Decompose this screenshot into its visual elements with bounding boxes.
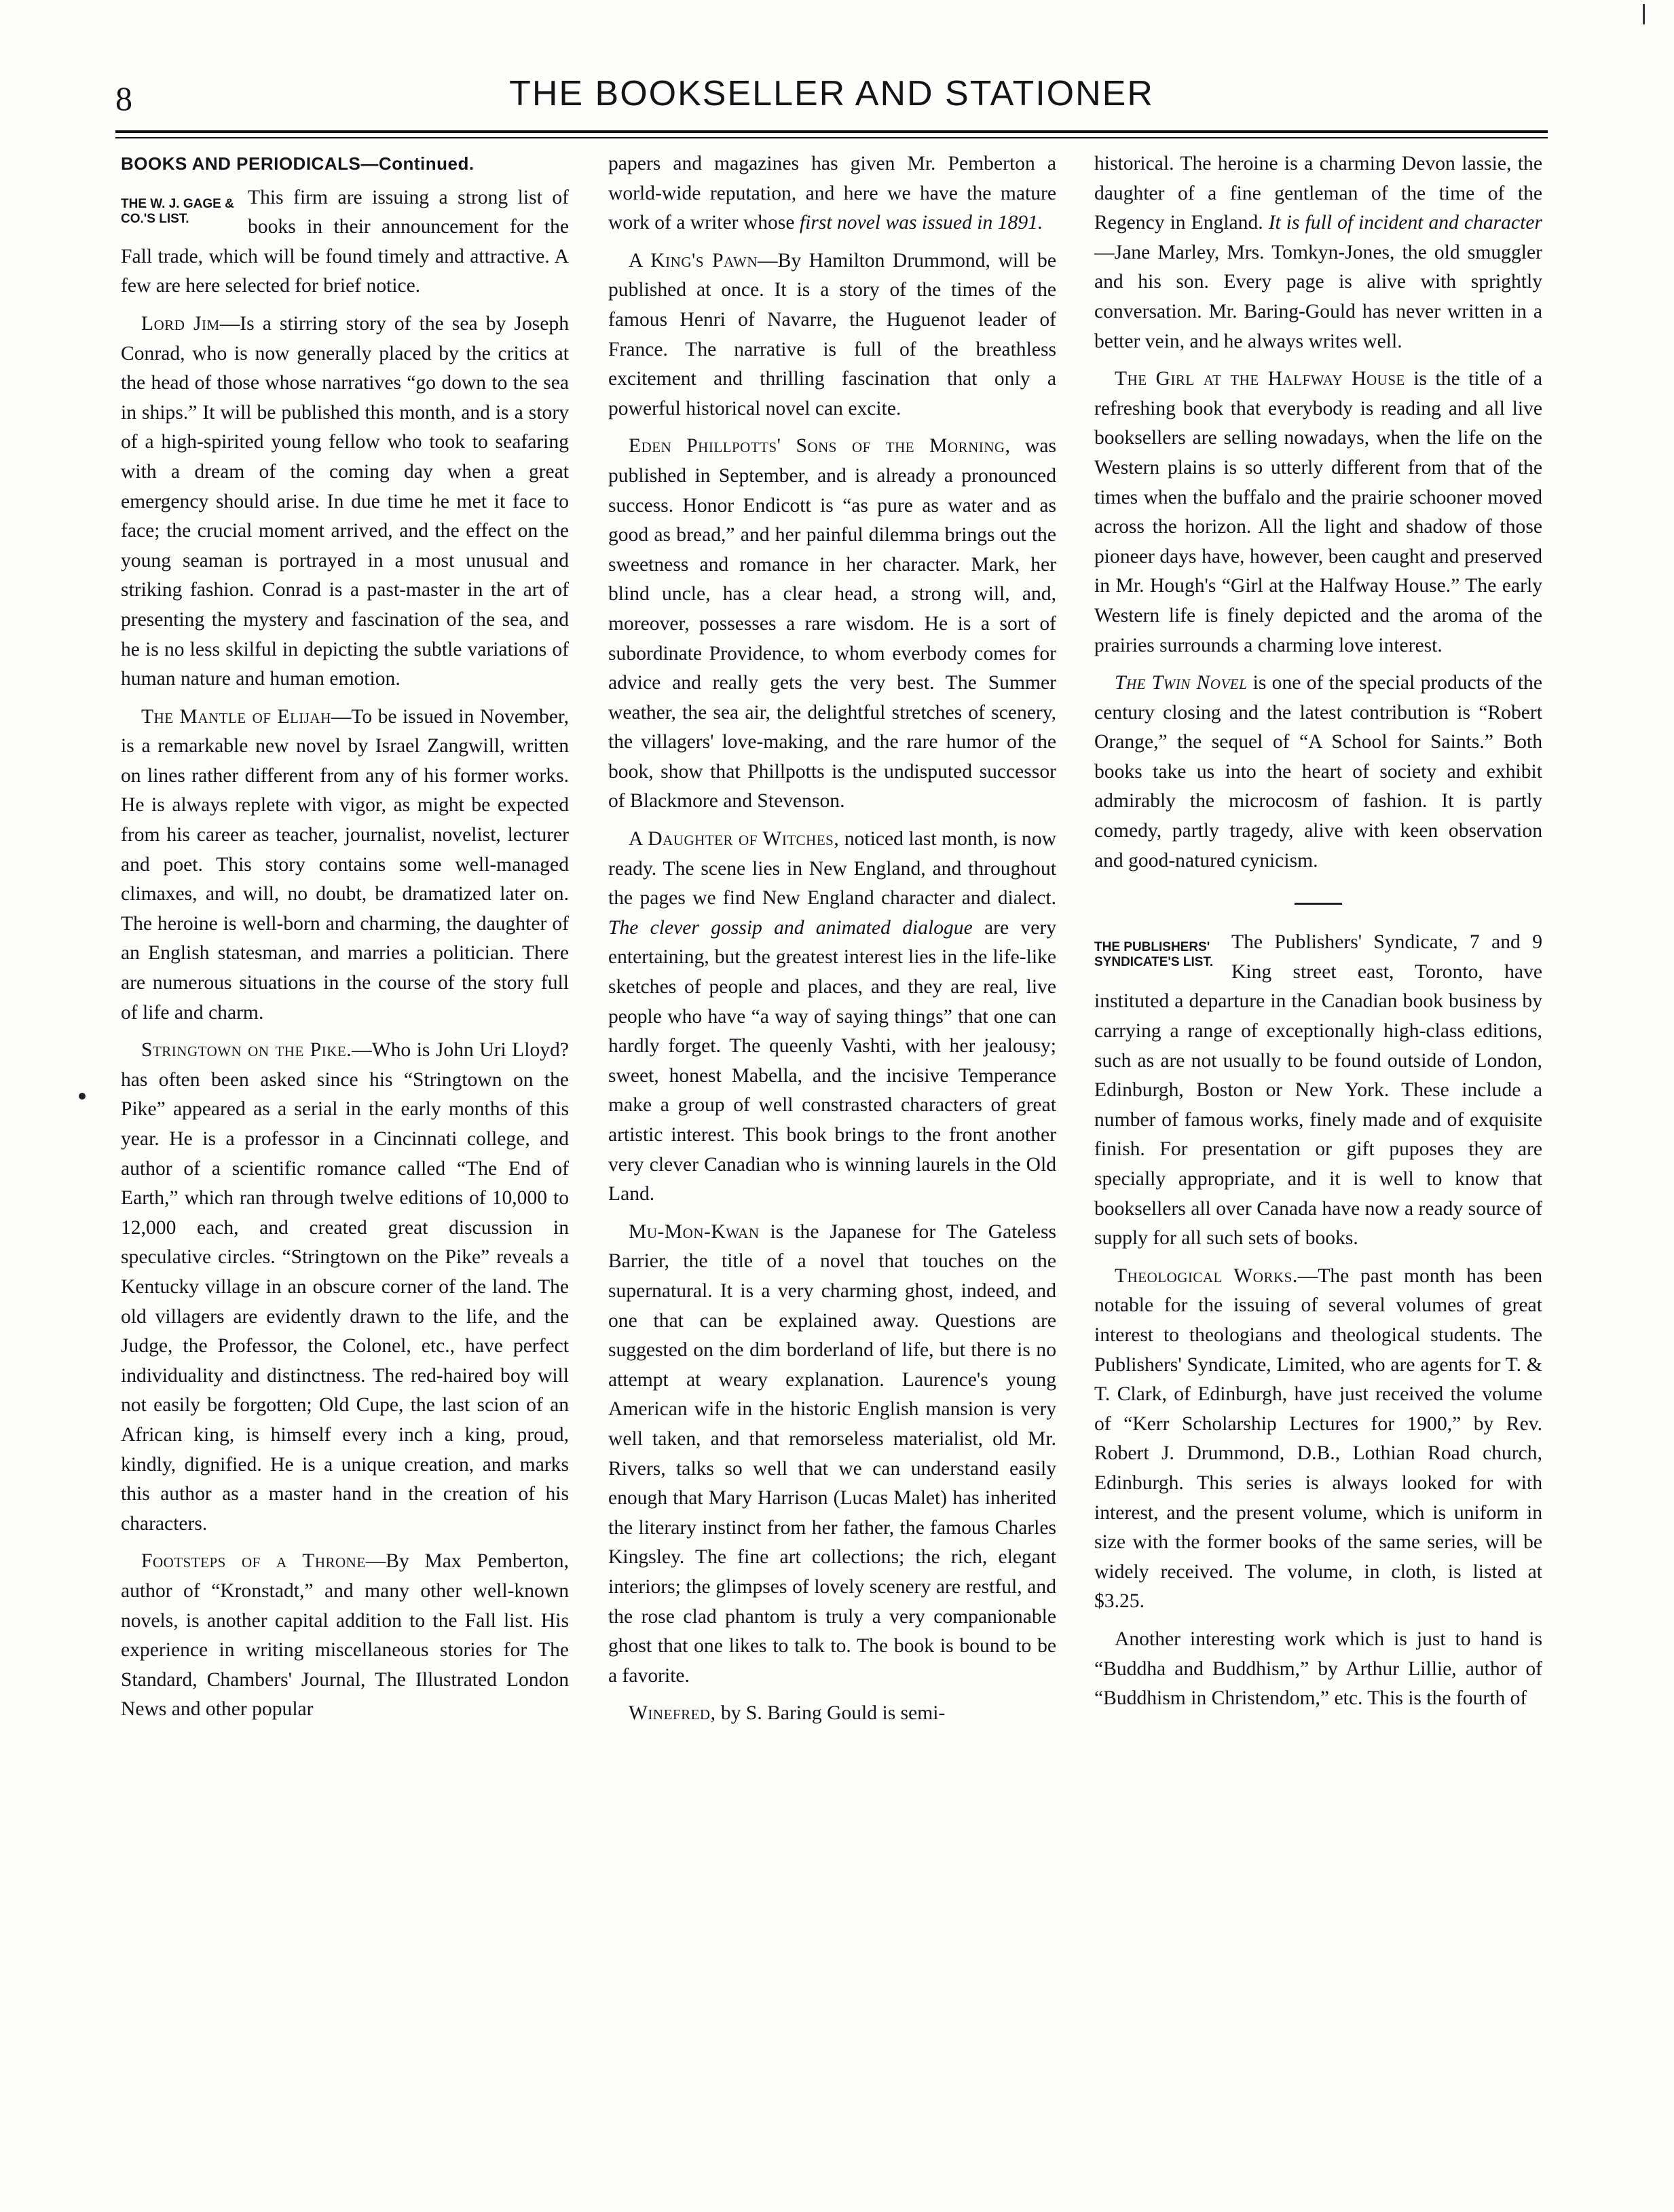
kings-pawn-title: A King's Pawn — [629, 249, 758, 271]
winefred-title: Winefred, — [629, 1702, 716, 1725]
gage-intro: This firm are issuing a strong list of books in their announcement for the Fall trade, which will be found timely and attractive. A few are here selected for brief notice. — [121, 186, 569, 297]
eden-paragraph — [608, 432, 1056, 817]
twin-text: is one of the special products of the century closing and the latest contribution is “Robert Orange,” the sequel of “A School for Saints.” Both books take us into the heart of society and exhibit admirably the microcosm of fashion. It is partly comedy, partly tragedy, alive with keen observation and good-natured cynicism. — [1094, 672, 1542, 871]
footsteps-continued — [608, 149, 1056, 238]
page-number: 8 — [115, 79, 132, 117]
stringtown-text: —Who is John Uri Lloyd? has often been asked since his “Stringtown on the Pike” appeared as a serial in the early months of this year. He is a professor in a Cincinnati college, and author of a scientific romance called “The End of Earth,” which ran through twelve editions of 10,000 to 12,000 each, and created great discussion in speculative circles. “Stringtown on the Pike” reveals a Kentucky village in an obscure corner of the land. The old villagers are evidently drawn to the life, and the Judge, the Professor, the Colonel, etc., have perfect individuality and distinctness. The red-haired boy will not easily be forgotten; Old Cupe, the last scion of an African king, is himself every inch a king, proud, kindly, dignified. He is a unique creation, and marks this author as a master hand in the creation of his characters. — [121, 1039, 569, 1535]
daughter-text-italic: The clever gossip and animated dialogue — [608, 916, 973, 939]
footsteps-cont-italic: first novel was issued in 1891. — [799, 212, 1043, 234]
stringtown-paragraph — [121, 1036, 569, 1539]
lord-jim-title: Lord Jim — [141, 312, 220, 335]
theological-title: Theological Works. — [1115, 1264, 1298, 1287]
winefred-continued — [1094, 149, 1542, 356]
winefred-paragraph — [608, 1699, 1056, 1729]
twin-title: The Twin Novel — [1115, 672, 1248, 694]
footsteps-cont-text: papers and magazines has given Mr. Pemberton a world-wide reputation, and here we have the mature work of a writer whose — [608, 153, 1056, 234]
stringtown-title: Stringtown on the Pike. — [141, 1039, 352, 1062]
winefred-cont-2: —Jane Marley, Mrs. Tomkyn-Jones, the old smuggler and his son. Every page is alive with sprightly conversation. Mr. Baring-Gould has never written in a better vein, and he always writes well. — [1094, 241, 1542, 352]
column-1 — [121, 149, 569, 2179]
page-header — [115, 73, 1548, 128]
kings-pawn-paragraph — [608, 246, 1056, 424]
winefred-text: by S. Baring Gould is semi- — [715, 1702, 946, 1725]
margin-dot — [79, 1093, 86, 1100]
footsteps-paragraph — [121, 1547, 569, 1725]
daughter-paragraph — [608, 825, 1056, 1210]
daughter-text-1: noticed last month, is now ready. The scene lies in New England, and throughout the pages we find New England character and dialect. — [608, 828, 1056, 910]
twin-paragraph — [1094, 669, 1542, 876]
kings-pawn-text: —By Hamilton Drummond, will be published at once. It is a story of the times of the famous Henri of Navarre, the Huguenot leader of France. The narrative is full of the breathless excitement and thrilling fascination that only a powerful historical novel can excite. — [608, 249, 1056, 419]
scan-edge-mark — [1643, 4, 1645, 24]
syndicate-sidehead: THE PUBLISHERS' SYNDICATE'S LIST. — [1094, 940, 1214, 970]
mumon-paragraph — [608, 1218, 1056, 1691]
girl-paragraph — [1094, 364, 1542, 660]
buddha-paragraph: Another interesting work which is just to hand is “Buddha and Buddhism,” by Arthur Lillie, author of “Buddhism in Christendom,” etc. This is the fourth of — [1094, 1628, 1542, 1710]
daughter-title: A Daughter of Witches, — [629, 828, 840, 850]
winefred-cont-1: historical. The heroine is a charming Devon lassie, the daughter of a fine gentleman of the time of the Regency in England. — [1094, 153, 1542, 234]
column-2 — [608, 149, 1056, 2179]
daughter-text-2: are very entertaining, but the greatest interest lies in the life-like sketches of people and places, and they are real, live people who have “a way of saying things” that one can hardly forget. The queenly Vashti, with her jealousy; sweet, honest Mabella, and the incisive Temperance make a group of well constrasted characters of great artistic interest. This book brings to the front another very clever Canadian who is winning laurels in the Old Land. — [608, 916, 1056, 1205]
column-3 — [1094, 149, 1542, 2179]
section-divider — [1295, 903, 1342, 905]
girl-text: is the title of a refreshing book that everybody is reading and all live booksellers are selling nowadays, when the life on the Western plains is so utterly different from that of the times when the buffalo and the prairie schooner moved across the horizon. All the light and shadow of those pioneer days have, however, been caught and preserved in Mr. Hough's “Girl at the Halfway House.” The early Western life is finely depicted and the aroma of the prairies surrounds a charming love interest. — [1094, 368, 1542, 656]
gage-list-sidehead: THE W. J. GAGE & CO.'S LIST. — [121, 196, 234, 226]
mantle-text: —To be issued in November, is a remarkable new novel by Israel Zangwill, written on lines rather different from any of his former works. He is always replete with vigor, as might be expected from his career as teacher, journalist, novelist, lecturer and poet. This story contains some well-managed climaxes, and will, no doubt, be dramatized later on. The heroine is well-born and charming, the daughter of an English statesman, and marries a politician. There are numerous situations in the course of the story full of life and charm. — [121, 705, 570, 1024]
section-heading: BOOKS AND PERIODICALS—Continued. — [121, 153, 475, 174]
eden-title: Eden Phillpotts' Sons of the Morning, — [629, 435, 1011, 457]
header-rule-thin — [115, 137, 1548, 138]
syndicate-paragraph: The Publishers' Syndicate, 7 and 9 King street east, Toronto, have instituted a departure in the Canadian book business by carrying a range of exceptionally high-class editions, such as are not usually to be found outside of London, Edinburgh, Boston or New York. These include a number of famous works, finely made and of exquisite finish. For presentation or gift puposes they are specially appropriate, and it is well to know that booksellers all over Canada have now a ready source of supply for all such sets of books. — [1094, 931, 1542, 1250]
lord-jim-paragraph — [121, 310, 569, 694]
mumon-text: is the Japanese for The Gateless Barrier, the title of a novel that touches on the supernatural. It is a very charming ghost, indeed, and one that can be explained away. Questions are suggested on the dim borderland of life, but there is no attempt at weary explanation. Laurence's young American wife in the historic English mansion is very well taken, and that remorseless materialist, old Mr. Rivers, talks so well that we can understand easily enough that Mary Harrison (Lucas Malet) has inherited the literary instinct from her father, the famous Charles Kingsley. The fine art collections; the rich, elegant interiors; the glimpses of lovely scenery are restful, and the rose clad phantom is truly a very companionable ghost that one likes to talk to. The book is bound to be a favorite. — [608, 1220, 1056, 1687]
theological-paragraph — [1094, 1262, 1542, 1617]
lord-jim-text: —Is a stirring story of the sea by Joseph Conrad, who is now generally placed by the critics at the head of those whose narratives “go down to the sea in ships.” It will be published this month, and is a story of a high-spirited young fellow who took to seafaring with a dream of the coming day when a great emergency should arise. In due time he met it face to face; the crucial moment arrived, and the effect on the young seaman is portrayed in a most unusual and striking fashion. Conrad is a past-master in the art of presenting the mystery and fascination of the sea, and he is no less skilful in depicting the subtle variations of human nature and human emotion. — [121, 312, 569, 690]
eden-text: was published in September, and is already a pronounced success. Honor Endicott is “as pure as water and as good as bread,” and her painful dilemma brings out the sweetness and romance in her character. Mark, her blind uncle, has a clear head, a strong will, and, moreover, possesses a rare wisdom. He is a sort of subordinate Providence, to whom everbody comes for advice and really gets the very best. The Summer weather, the sea air, the delightful stretches of scenery, the villagers' love-making, and the rare humor of the book, show that Phillpotts is the undisputed successor of Blackmore and Stevenson. — [608, 435, 1056, 812]
mantle-paragraph — [121, 702, 569, 1028]
girl-title: The Girl at the Halfway House — [1115, 368, 1405, 390]
footsteps-title: Footsteps of a Throne — [141, 1550, 366, 1573]
mumon-title: Mu-Mon-Kwan — [629, 1220, 760, 1243]
theological-text: —The past month has been notable for the issuing of several volumes of great interest to theologians and theological students. The Publishers' Syndicate, Limited, who are agents for T. & T. Clark, of Edinburgh, have just received the volume of “Kerr Scholarship Lectures for 1900,” by Rev. Robert J. Drummond, D.B., Lothian Road church, Edinburgh. This series is always looked for with interest, and the present volume, which is uniform in size with the former books of the same series, will be widely received. The volume, in cloth, is listed at $3.25. — [1094, 1264, 1542, 1613]
mantle-title: The Mantle of Elijah — [141, 705, 331, 728]
header-rule — [115, 130, 1548, 133]
winefred-cont-italic: It is full of incident and character — [1268, 212, 1542, 234]
footsteps-text: —By Max Pemberton, author of “Kronstadt,” and many other well-known novels, is another capital addition to the Fall list. His experience in writing miscellaneous stories for The Standard, Chambers' Journal, The Illustrated London News and other popular — [121, 1550, 569, 1721]
journal-title: THE BOOKSELLER AND STATIONER — [509, 74, 1154, 113]
